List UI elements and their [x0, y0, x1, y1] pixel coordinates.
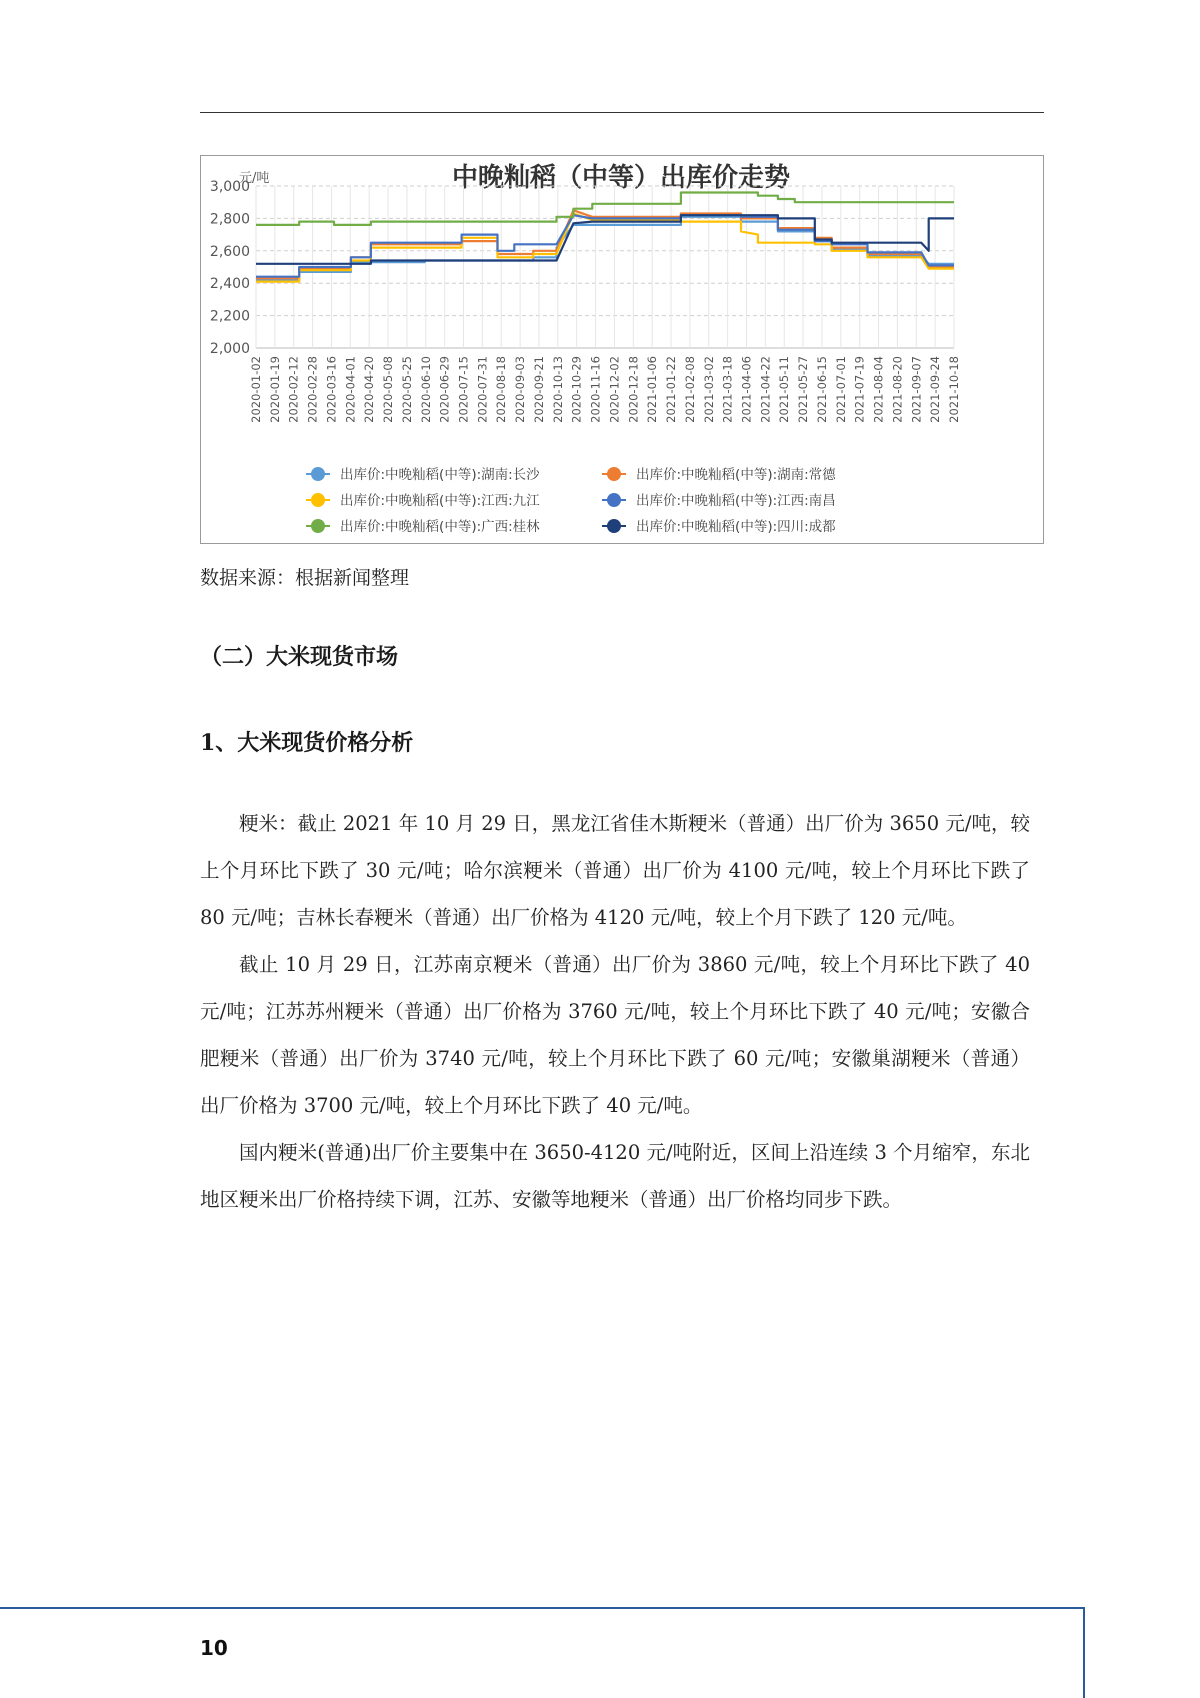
price-trend-chart [200, 155, 1044, 544]
x-tick-label: 2020-01-19 [267, 356, 282, 423]
subsection-heading: 1、大米现货价格分析 [200, 730, 414, 756]
x-tick-label: 2021-05-27 [796, 356, 811, 423]
body-text [200, 800, 1030, 1223]
x-tick-label: 2021-03-18 [720, 356, 735, 423]
x-tick-label: 2020-07-31 [475, 356, 490, 423]
grid-layer [256, 186, 954, 348]
x-tick-label: 2020-06-10 [418, 356, 433, 423]
legend-swatch-dot [311, 493, 325, 507]
y-tick-label: 2,000 [209, 341, 250, 357]
x-tick-label: 2020-02-28 [305, 356, 320, 423]
chart-legend [306, 466, 836, 535]
x-tick-label: 2020-12-18 [626, 356, 641, 423]
legend-swatch-dot [311, 467, 325, 481]
x-tick-label: 2020-10-29 [569, 356, 584, 423]
legend-swatch-dot [607, 519, 621, 533]
x-tick-label: 2021-04-06 [739, 356, 754, 423]
x-tick-label: 2021-08-20 [890, 356, 905, 423]
legend-swatch-dot [607, 467, 621, 481]
series-lines [256, 193, 954, 282]
x-tick-label: 2021-03-02 [701, 356, 716, 423]
x-tick-label: 2021-04-22 [758, 356, 773, 423]
page-number: 10 [200, 1636, 228, 1660]
x-tick-label: 2021-07-19 [852, 356, 867, 423]
x-tick-labels [249, 356, 961, 423]
legend-label: 出库价:中晚籼稻(中等):四川:成都 [636, 519, 836, 535]
x-tick-label: 2020-03-16 [324, 356, 339, 423]
x-tick-label: 2021-01-22 [664, 356, 679, 423]
data-source-note: 数据来源：根据新闻整理 [200, 567, 410, 589]
x-tick-label: 2021-01-06 [645, 356, 660, 423]
legend-label: 出库价:中晚籼稻(中等):湖南:常德 [636, 467, 836, 483]
y-tick-label: 2,600 [209, 243, 250, 260]
legend-label: 出库价:中晚籼稻(中等):广西:桂林 [340, 519, 540, 535]
y-tick-labels [210, 179, 250, 357]
x-tick-label: 2020-07-15 [456, 356, 471, 423]
x-tick-label: 2020-04-01 [343, 356, 358, 423]
x-tick-label: 2021-10-18 [947, 356, 961, 423]
footer-vertical-rule [1083, 1607, 1085, 1698]
x-tick-label: 2020-05-25 [399, 356, 414, 423]
x-tick-label: 2020-09-21 [531, 356, 546, 423]
x-tick-label: 2020-06-29 [437, 356, 452, 423]
y-tick-label: 2,200 [209, 308, 250, 325]
x-tick-label: 2020-05-08 [381, 356, 396, 423]
y-tick-label: 2,400 [209, 276, 250, 293]
chart-title: 中晚籼稻（中等）出库价走势 [451, 163, 791, 193]
section-heading: （二）大米现货市场 [200, 644, 399, 670]
x-tick-label: 2021-09-24 [928, 356, 943, 423]
x-tick-label: 2020-04-20 [362, 356, 377, 423]
x-tick-label: 2020-08-18 [494, 356, 509, 423]
x-tick-label: 2021-08-04 [871, 356, 886, 423]
x-tick-label: 2021-07-01 [833, 356, 848, 423]
legend-label: 出库价:中晚籼稻(中等):湖南:长沙 [340, 467, 540, 483]
legend-label: 出库价:中晚籼稻(中等):江西:九江 [340, 493, 540, 509]
footer-rule [0, 1607, 1084, 1609]
x-tick-label: 2021-06-15 [814, 356, 829, 423]
chart-svg [201, 156, 1043, 543]
legend-swatch-dot [607, 493, 621, 507]
y-tick-label: 2,800 [209, 211, 250, 228]
x-tick-label: 2020-10-13 [550, 356, 565, 423]
x-tick-label: 2020-11-16 [588, 356, 603, 423]
x-tick-label: 2020-02-12 [286, 356, 301, 423]
x-tick-label: 2020-01-02 [249, 356, 263, 423]
legend-label: 出库价:中晚籼稻(中等):江西:南昌 [636, 493, 836, 509]
paragraph-summary: 国内粳米(普通)出厂价主要集中在 3650-4120 元/吨附近，区间上沿连续 3 个月缩窄，东北地区粳米出厂价格持续下调，江苏、安徽等地粳米（普通）出厂价格均同步下跌。 [200, 1141, 1030, 1211]
x-tick-label: 2020-09-03 [513, 356, 528, 423]
paragraph-japonica-northeast: 粳米：截止 2021 年 10 月 29 日，黑龙江省佳木斯粳米（普通）出厂价为 3650 元/吨，较上个月环比下跌了 30 元/吨；哈尔滨粳米（普通）出厂价为 4100 元/吨，较上个月环比下跌了 80 元/吨；吉林长春粳米（普通）出厂价格为 4120 元/吨，较上个月下跌了 120 元/吨。 [200, 812, 1030, 929]
y-axis-unit: 元/吨 [239, 171, 270, 186]
x-tick-label: 2020-12-02 [607, 356, 622, 423]
paragraph-japonica-jiangsu-anhui: 截止 10 月 29 日，江苏南京粳米（普通）出厂价为 3860 元/吨，较上个月环比下跌了 40 元/吨；江苏苏州粳米（普通）出厂价格为 3760 元/吨，较上个月环比下跌了 40 元/吨；安徽合肥粳米（普通）出厂价为 3740 元/吨，较上个月环比下跌了 60 元/吨；安徽巢湖粳米（普通）出厂价格为 3700 元/吨，较上个月环比下跌了 40 元/吨。 [200, 953, 1030, 1117]
y-tick-label: 3,000 [209, 179, 250, 195]
header-rule [200, 112, 1044, 113]
x-tick-label: 2021-05-11 [777, 356, 792, 423]
x-tick-label: 2021-09-07 [909, 356, 924, 423]
legend-swatch-dot [311, 519, 325, 533]
x-tick-label: 2021-02-08 [682, 356, 697, 423]
